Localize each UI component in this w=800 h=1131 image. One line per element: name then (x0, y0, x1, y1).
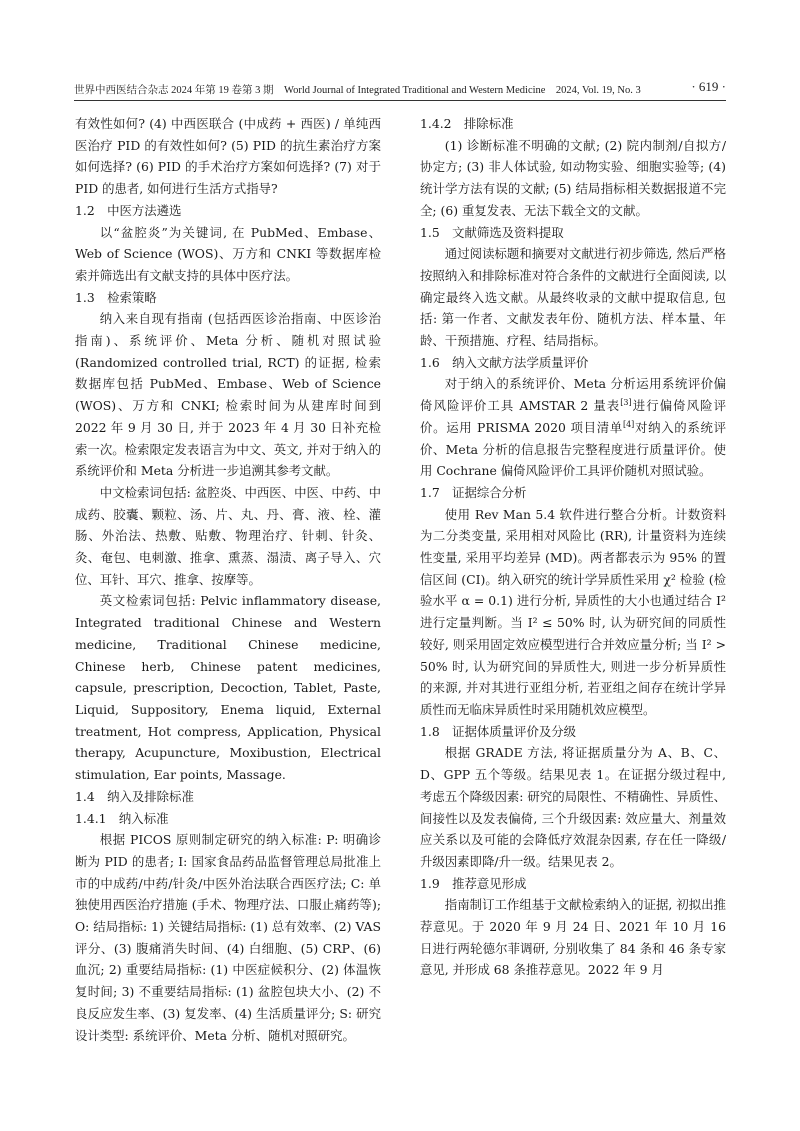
paragraph-1-6 (420, 373, 726, 482)
citation-ref-3: [3] (620, 398, 632, 408)
left-column (75, 113, 381, 1046)
paragraph-1-8: 根据 GRADE 方法, 将证据质量分为 A、B、C、D、GPP 五个等级。结果见表 1。在证据分级过程中, 考虑五个降级因素: 研究的局限性、不精确性、异质性、间接性以及发表偏倚, 三个升级因素: 效应量大、剂量效应关系以及可能的会降低疗效混杂因素, 存在任一降级/升级因素即降/升一级。结果见表 2。 (420, 745, 726, 869)
section-heading-1-6: 1.6 纳入文献方法学质量评价 (420, 354, 589, 370)
section-heading-1-2: 1.2 中医方法遴选 (75, 202, 182, 218)
paragraph-1-5: 通过阅读标题和摘要对文献进行初步筛选, 然后严格按照纳入和排除标准对符合条件的文献进行全面阅读, 以确定最终入选文献。从最终收录的文献中提取信息, 包括: 第一作者、文献发表年份、随机方法、样本量、年龄、干预措施、疗程、结局指标。 (420, 246, 726, 349)
journal-citation: 世界中西医结合杂志 2024 年第 19 卷第 3 期 World Journal of Integrated Traditional and Western Medicine 2024, Vol. 19, No. 3 (74, 85, 641, 96)
paragraph-1-3-chinese-terms: 中文检索词包括: 盆腔炎、中西医、中医、中药、中成药、胶囊、颗粒、汤、片、丸、丹、膏、液、栓、灌肠、外治法、热敷、贴敷、物理治疗、针刺、针灸、灸、奄包、电刺激、推拿、熏蒸、溻渍、离子导入、穴位、耳针、耳穴、推拿、按摩等。 (75, 484, 381, 587)
paragraph-1-3-sources: 纳入来自现有指南 (包括西医诊治指南、中医诊治指南)、系统评价、Meta 分析、随机对照试验 (Randomized controlled trial, RCT) 的证据, 检索数据库包括 PubMed、Embase、Web of Science (WOS)、万方和 CNKI; 检索时间为从建库时间到 2022 年 9 月 30 日, 并于 2023 年 4 月 30 日补充检索一次。检索限定发表语言为中文、英文, 并对于纳入的系统评价和 Meta 分析进一步追溯其参考文献。 (75, 311, 381, 479)
paragraph-1-6-part-a: 对于纳入的系统评价、Meta 分析运用系统评价偏倚风险评价工具 AMSTAR 2 量表 (420, 376, 726, 414)
section-heading-1-9: 1.9 推荐意见形成 (420, 875, 527, 891)
running-header (74, 78, 726, 100)
right-column (420, 113, 726, 981)
section-heading-1-5: 1.5 文献筛选及资料提取 (420, 224, 564, 240)
citation-ref-4: [4] (622, 419, 635, 429)
paragraph-1-7: 使用 Rev Man 5.4 软件进行整合分析。计数资料为二分类变量, 采用相对风险比 (RR), 计量资料为连续性变量, 采用平均差异 (MD)。两者都表示为 95% 的置信区间 (CI)。纳入研究的统计学异质性采用 χ² 检验 (检验水平 α = 0.1) 进行分析, 异质性的大小也通过结合 I² 进行定量判断。当 I² ≤ 50% 时, 认为研究间的同质性较好, 则采用固定效应模型进行合并效应量分析; 当 I² > 50% 时, 认为研究间的异质性大, 则进一步分析异质性的来源, 并对其进行亚组分析, 若亚组之间存在统计学异质性而无临床异质性时采用随机效应模型。 (420, 506, 726, 717)
section-heading-1-8: 1.8 证据体质量评价及分级 (420, 723, 577, 739)
paragraph-1-9: 指南制订工作组基于文献检索纳入的证据, 初拟出推荐意见。于 2020 年 9 月 24 日、2021 年 10 月 16 日进行两轮德尔菲调研, 分别收集了 84 条和 46 条专家意见, 并形成 68 条推荐意见。2022 年 9 月 (420, 897, 726, 978)
subsection-heading-1-4-1: 1.4.1 纳入标准 (75, 810, 169, 826)
section-heading-1-4: 1.4 纳入及排除标准 (75, 788, 194, 804)
page-number: · 619 · (691, 79, 726, 94)
paragraph-1-6-part-c: 对纳入的系统评价、Meta 分析的信息报告完整程度进行质量评价。使用 Cochrane 偏倚风险评价工具评价随机对照试验。 (420, 419, 726, 479)
paragraph-1-4-1: 根据 PICOS 原则制定研究的纳入标准: P: 明确诊断为 PID 的患者; I: 国家食品药品监督管理总局批准上市的中成药/中药/针灸/中医外治法联合西医疗法; C: 单独使用西医治疗措施 (手术、物理疗法、口服止痛药等); O: 结局指标: 1) 关键结局指标: (1) 总有效率、(2) VAS 评分、(3) 腹痛消失时间、(4) 白细胞、(5) CRP、(6) 血沉; 2) 重要结局指标: (1) 中医症候积分、(2) 体温恢复时间; 3) 不重要结局指标: (1) 盆腔包块大小、(2) 不良反应发生率、(3) 复发率、(4) 生活质量评分; S: 研究设计类型: 系统评价、Meta 分析、随机对照研究。 (75, 832, 381, 1043)
paragraph-1-4-2: (1) 诊断标准不明确的文献; (2) 院内制剂/自拟方/协定方; (3) 非人体试验, 如动物实验、细胞实验等; (4) 统计学方法有误的文献; (5) 结局指标相关数据报道不完全; (6) 重复发表、无法下载全文的文献。 (420, 137, 726, 218)
paragraph-1-6-part-b: 进行偏倚风险评价。运用 PRISMA 2020 项目清单 (420, 398, 727, 435)
section-heading-1-3: 1.3 检索策略 (75, 289, 157, 305)
paragraph-1-3-english-terms: 英文检索词包括: Pelvic inflammatory disease, Integrated traditional Chinese and Western medicine, Traditional Chinese medicine, Chinese herb, Chinese patent medicines, capsule, prescription, Decoction, Tablet, Paste, Liquid, Suppository, Enema liquid, External treatment, Hot compress, Application, Physical therapy, Acupuncture, Moxibustion, Electrical stimulation, Ear points, Massage. (75, 593, 381, 783)
intro-paragraph: 有效性如何? (4) 中西医联合 (中成药 + 西医) / 单纯西医治疗 PID 的有效性如何? (5) PID 的抗生素治疗方案如何选择? (6) PID 的手术治疗方案如何选择? (7) 对于 PID 的患者, 如何进行生活方式指导? (75, 116, 381, 197)
paragraph-1-2: 以“盆腔炎”为关键词, 在 PubMed、Embase、Web of Science (WOS)、万方和 CNKI 等数据库检索并筛选出有文献支持的具体中医疗法。 (75, 224, 381, 283)
header-rule (74, 100, 726, 101)
section-heading-1-7: 1.7 证据综合分析 (420, 484, 527, 500)
subsection-heading-1-4-2: 1.4.2 排除标准 (420, 116, 514, 131)
